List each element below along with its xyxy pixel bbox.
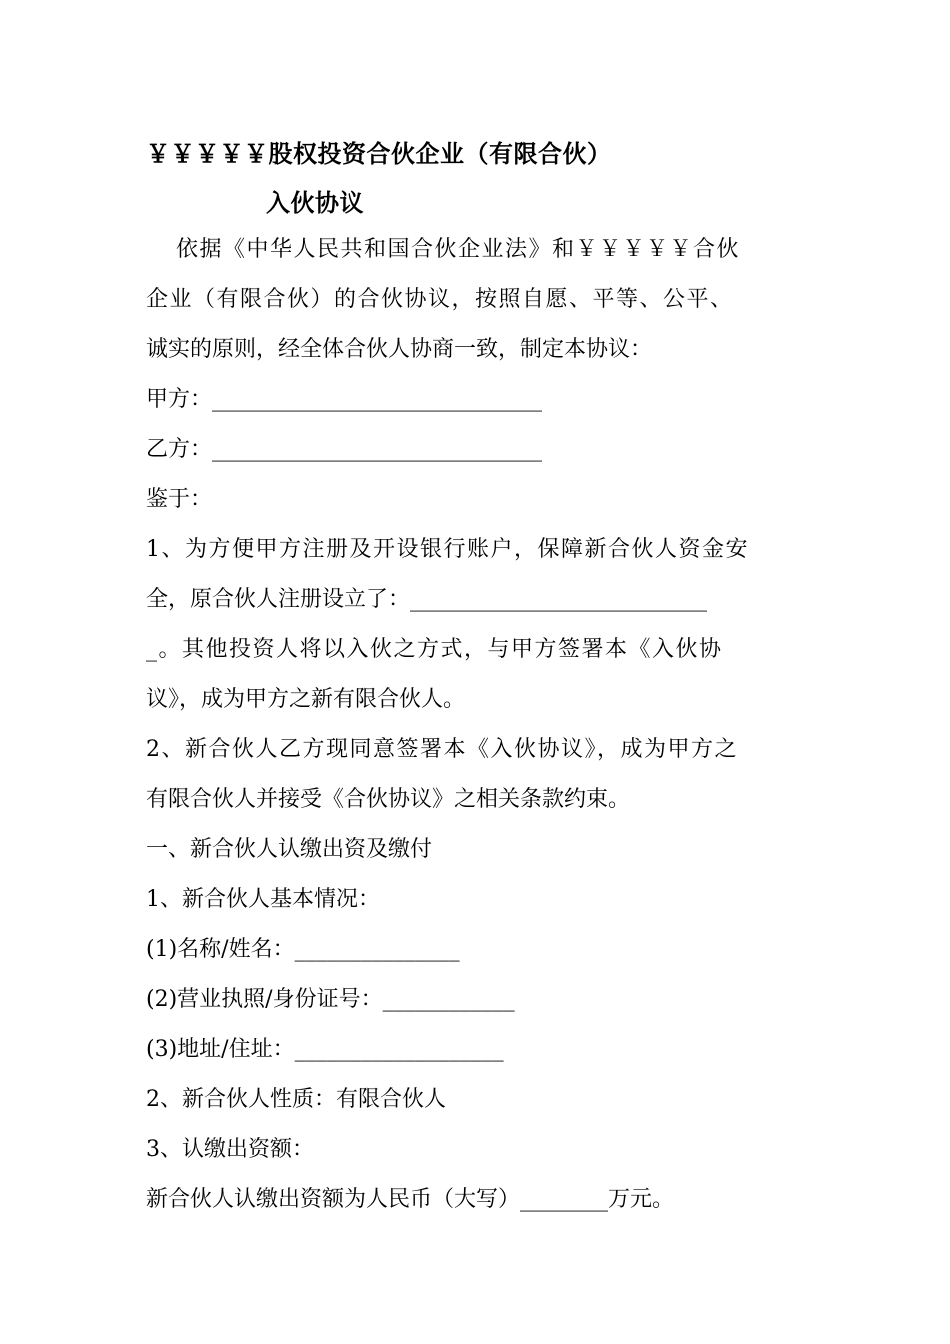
name-field: (1)名称/姓名：_______________ bbox=[146, 937, 460, 962]
item-1-basic-info: 1、新合伙人基本情况： bbox=[146, 887, 380, 912]
whereas-1-line-4: 议》，成为甲方之新有限合伙人。 bbox=[146, 687, 466, 712]
whereas-1-line-1: 1、为方便甲方注册及开设银行账户，保障新合伙人资金安 bbox=[146, 537, 749, 562]
preamble-line-1: 依据《中华人民共和国合伙企业法》和￥￥￥￥￥合伙 bbox=[176, 237, 741, 262]
section-1-heading: 一、新合伙人认缴出资及缴付 bbox=[146, 837, 433, 862]
whereas-heading: 鉴于： bbox=[146, 487, 213, 512]
whereas-2-line-1: 2、新合伙人乙方现同意签署本《入伙协议》，成为甲方之 bbox=[146, 737, 738, 762]
preamble-line-2: 企业（有限合伙）的合伙协议，按照自愿、平等、公平、 bbox=[146, 287, 734, 312]
whereas-2-line-2: 有限合伙人并接受《合伙协议》之相关条款约束。 bbox=[146, 787, 631, 812]
document-body bbox=[146, 225, 810, 1225]
whereas-1-line-3: _。其他投资人将以入伙之方式，与甲方签署本《入伙协 bbox=[146, 637, 723, 662]
party-b-field: 乙方：______________________________ bbox=[146, 437, 543, 462]
party-a-field: 甲方：______________________________ bbox=[146, 387, 543, 412]
item-3-contribution-heading: 3、认缴出资额： bbox=[146, 1137, 314, 1162]
item-2-partner-type: 2、新合伙人性质：有限合伙人 bbox=[146, 1087, 446, 1112]
document-title-line-1: ￥￥￥￥￥股权投资合伙企业（有限合伙） bbox=[146, 139, 612, 168]
document-title-line-2: 入伙协议 bbox=[266, 188, 364, 217]
license-id-field: (2)营业执照/身份证号：____________ bbox=[146, 987, 515, 1012]
whereas-1-line-2: 全，原合伙人注册设立了：___________________________ bbox=[146, 587, 708, 612]
preamble-line-3: 诚实的原则，经全体合伙人协商一致，制定本协议： bbox=[146, 337, 653, 362]
contribution-amount-line: 新合伙人认缴出资额为人民币（大写）________万元。 bbox=[146, 1187, 675, 1212]
address-field: (3)地址/住址：___________________ bbox=[146, 1037, 504, 1062]
